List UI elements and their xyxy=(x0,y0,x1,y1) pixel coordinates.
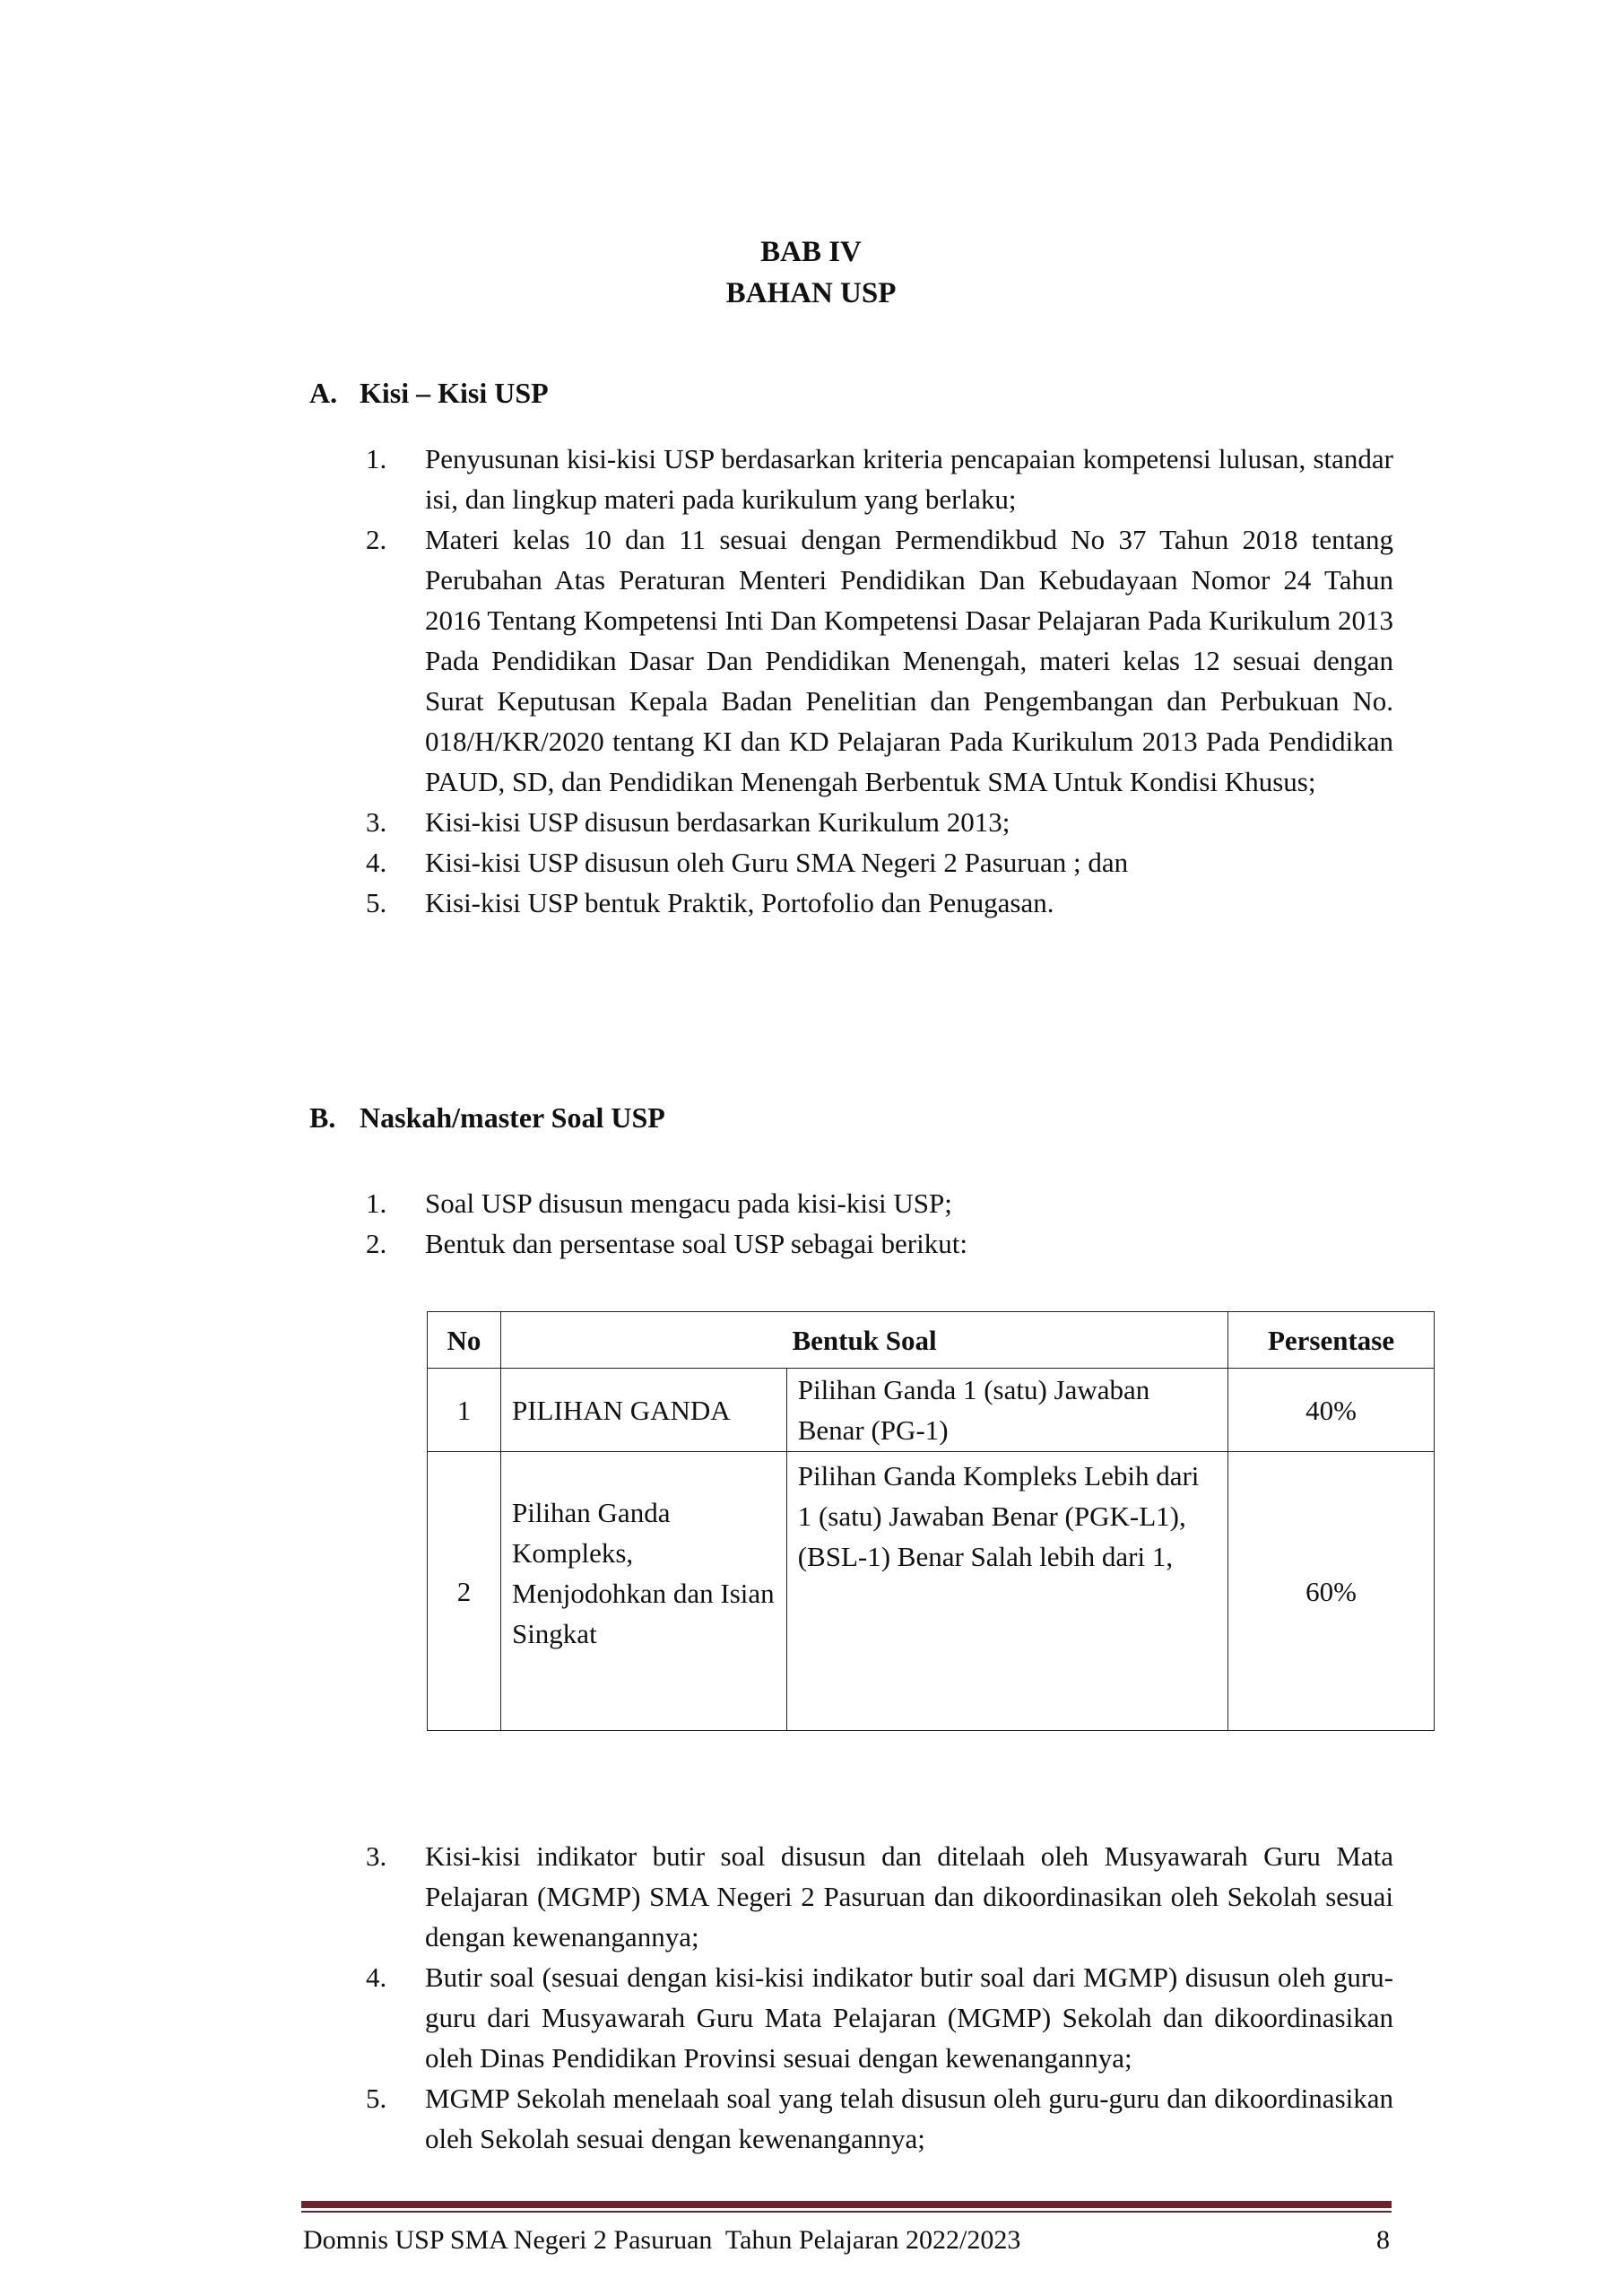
list-item: 3. Kisi-kisi indikator butir soal disusun dan ditelaah oleh Musyawarah Guru Mata Pelajaran (MGMP) SMA Negeri 2 Pasuruan dan dikoordinasikan oleh Sekolah sesuai dengan kewenangannya; xyxy=(366,1840,1393,1952)
cell-percentage: 40% xyxy=(1228,1369,1435,1452)
chapter-name: BAHAN USP xyxy=(725,277,897,309)
list-item: 1. Soal USP disusun mengacu pada kisi-kisi USP; xyxy=(366,1187,952,1219)
cell-no: 2 xyxy=(428,1452,501,1731)
table-header-row xyxy=(428,1312,1435,1369)
cell-no: 1 xyxy=(428,1369,501,1452)
cell-description: Pilihan Ganda 1 (satu) Jawaban Benar (PG-1) xyxy=(786,1369,1227,1452)
list-item: 5. MGMP Sekolah menelaah soal yang telah disusun oleh guru-guru dan dikoordinasikan oleh Sekolah sesuai dengan kewenangannya; xyxy=(366,2083,1393,2154)
header-no: No xyxy=(428,1312,501,1369)
list-item: 3. Kisi-kisi USP disusun berdasarkan Kurikulum 2013; xyxy=(366,806,1010,838)
section-b-heading xyxy=(309,1098,665,1137)
section-a-heading xyxy=(309,373,549,413)
list-item: 4. Kisi-kisi USP disusun oleh Guru SMA Negeri 2 Pasuruan ; dan xyxy=(366,847,1129,878)
list-item: 2. Bentuk dan persentase soal USP sebagai berikut: xyxy=(366,1228,967,1259)
list-item: 5. Kisi-kisi USP bentuk Praktik, Portofolio dan Penugasan. xyxy=(366,887,1054,918)
cell-percentage: 60% xyxy=(1228,1452,1435,1731)
chapter-title xyxy=(0,231,1622,314)
section-b-title: Naskah/master Soal USP xyxy=(360,1101,665,1134)
section-a-letter: A. xyxy=(309,377,338,409)
section-b-list-before-table xyxy=(366,1183,1393,1264)
cell-type: Pilihan Ganda Kompleks, Menjodohkan dan Isian Singkat xyxy=(500,1452,786,1731)
table-row xyxy=(428,1369,1435,1452)
footer-divider xyxy=(301,2201,1392,2213)
list-item: 4. Butir soal (sesuai dengan kisi-kisi indikator butir soal dari MGMP) disusun oleh guru-guru dari Musyawarah Guru Mata Pelajaran (MGMP) Sekolah dan dikoordinasikan oleh Dinas Pendidikan Provinsi sesuai dengan kewenangannya; xyxy=(366,1961,1393,2074)
section-a-list xyxy=(366,439,1393,923)
cell-type: PILIHAN GANDA xyxy=(500,1369,786,1452)
header-persentase: Persentase xyxy=(1228,1312,1435,1369)
cell-description: Pilihan Ganda Kompleks Lebih dari 1 (satu) Jawaban Benar (PGK-L1), (BSL-1) Benar Salah lebih dari 1, xyxy=(786,1452,1227,1731)
list-item: 1. Penyusunan kisi-kisi USP berdasarkan kriteria pencapaian kompetensi lulusan, standar isi, dan lingkup materi pada kurikulum yang berlaku; xyxy=(366,443,1393,515)
list-item: 2. Materi kelas 10 dan 11 sesuai dengan Permendikbud No 37 Tahun 2018 tentang Perubahan Atas Peraturan Menteri Pendidikan Dan Kebudayaan Nomor 24 Tahun 2016 Tentang Kompetensi Inti Dan Kompetensi Dasar Pelajaran Pada Kurikulum 2013 Pada Pendidikan Dasar Dan Pendidikan Menengah, materi kelas 12 sesuai dengan Surat Keputusan Kepala Badan Penelitian dan Pengembangan dan Perbukuan No. 018/H/KR/2020 tentang KI dan KD Pelajaran Pada Kurikulum 2013 Pada Pendidikan PAUD, SD, dan Pendidikan Menengah Berbentuk SMA Untuk Kondisi Khusus; xyxy=(366,524,1393,797)
table-row xyxy=(428,1452,1435,1731)
header-bentuk-soal: Bentuk Soal xyxy=(500,1312,1227,1369)
section-b-letter: B. xyxy=(309,1101,336,1134)
section-a-title: Kisi – Kisi USP xyxy=(360,377,549,409)
question-format-table xyxy=(427,1311,1435,1731)
page-number: 8 xyxy=(1376,2225,1390,2255)
chapter-number: BAB IV xyxy=(760,236,862,268)
section-b-list-after-table xyxy=(366,1836,1393,2159)
footer-text: Domnis USP SMA Negeri 2 Pasuruan Tahun Pelajaran 2022/2023 xyxy=(303,2225,1021,2255)
